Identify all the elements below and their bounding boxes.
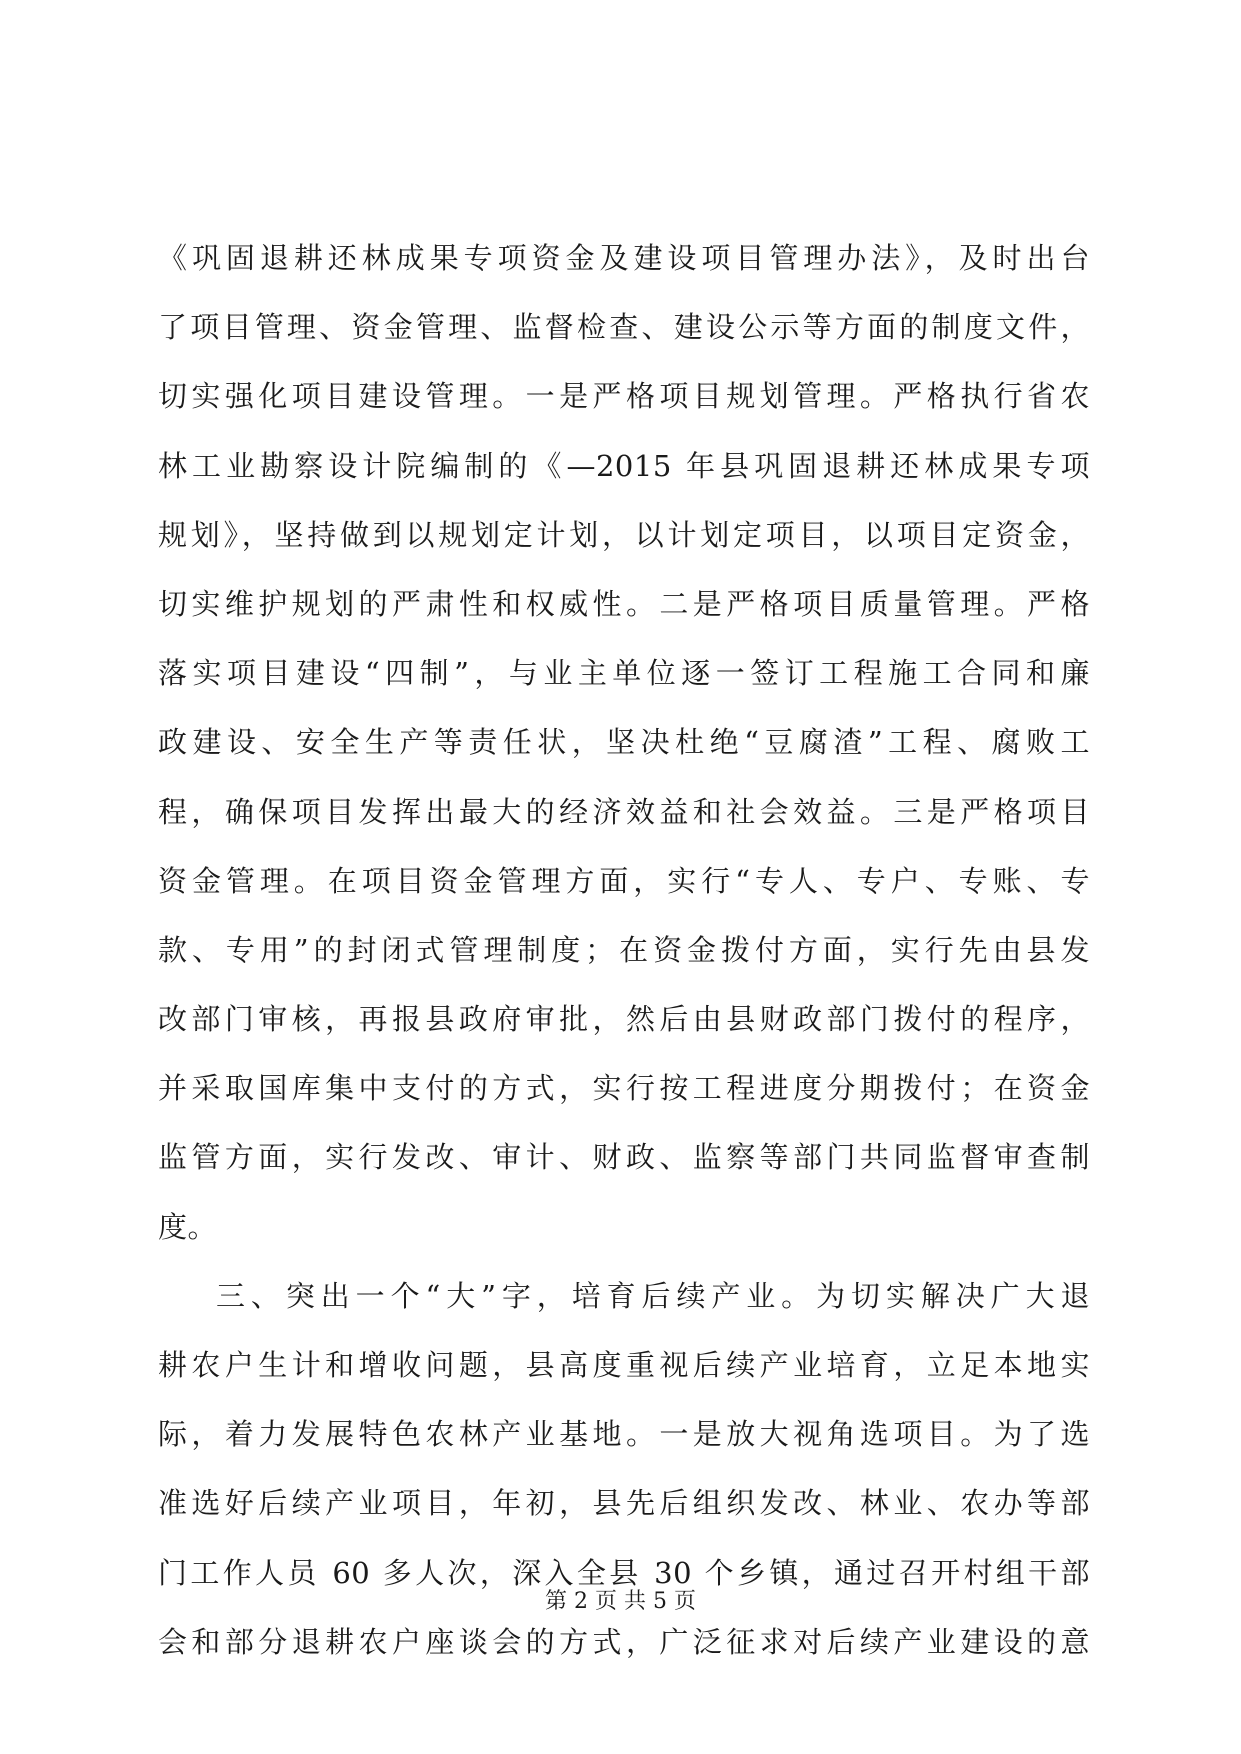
- text-line: 切实强化项目建设管理。一是严格项目规划管理。严格执行省农: [158, 379, 1090, 414]
- document-body: [158, 224, 1090, 1677]
- text-line: 款、专用”的封闭式管理制度；在资金拨付方面，实行先由县发: [158, 932, 1090, 967]
- text-line: 准选好后续产业项目，年初，县先后组织发改、林业、农办等部: [158, 1486, 1090, 1521]
- text-line: 《巩固退耕还林成果专项资金及建设项目管理办法》，及时出台: [158, 241, 1090, 275]
- text-line: 资金管理。在项目资金管理方面，实行“专人、专户、专账、专: [158, 863, 1090, 898]
- text-line: 际，着力发展特色农林产业基地。一是放大视角选项目。为了选: [158, 1417, 1090, 1452]
- text-line: 门工作人员 60 多人次，深入全县 30 个乡镇，通过召开村组干部: [158, 1555, 1090, 1590]
- text-line: 会和部分退耕农户座谈会的方式，广泛征求对后续产业建设的意: [158, 1624, 1090, 1659]
- text-line: 改部门审核，再报县政府审批，然后由县财政部门拨付的程序，: [158, 1002, 1090, 1037]
- text-line: 监管方面，实行发改、审计、财政、监察等部门共同监督审查制: [158, 1140, 1090, 1175]
- text-line: 林工业勘察设计院编制的《—2015 年县巩固退耕还林成果专项: [158, 448, 1090, 483]
- paragraph-start-line: 三、突出一个“大”字，培育后续产业。为切实解决广大退: [216, 1278, 1090, 1313]
- text-line: 并采取国库集中支付的方式，实行按工程进度分期拨付；在资金: [158, 1071, 1090, 1106]
- text-line: 落实项目建设“四制”，与业主单位逐一签订工程施工合同和廉: [158, 656, 1090, 691]
- text-line: 了项目管理、资金管理、监督检查、建设公示等方面的制度文件，: [158, 310, 1090, 345]
- text-line: 政建设、安全生产等责任状，坚决杜绝“豆腐渣”工程、腐败工: [158, 725, 1090, 760]
- page-number-footer: 第 2 页 共 5 页: [545, 1589, 696, 1614]
- text-line: 程，确保项目发挥出最大的经济效益和社会效益。三是严格项目: [158, 794, 1090, 829]
- text-line: 度。: [158, 1209, 218, 1244]
- text-line: 耕农户生计和增收问题，县高度重视后续产业培育，立足本地实: [158, 1348, 1090, 1382]
- text-line: 规划》，坚持做到以规划定计划，以计划定项目，以项目定资金，: [158, 517, 1090, 552]
- text-line: 切实维护规划的严肃性和权威性。二是严格项目质量管理。严格: [158, 586, 1090, 621]
